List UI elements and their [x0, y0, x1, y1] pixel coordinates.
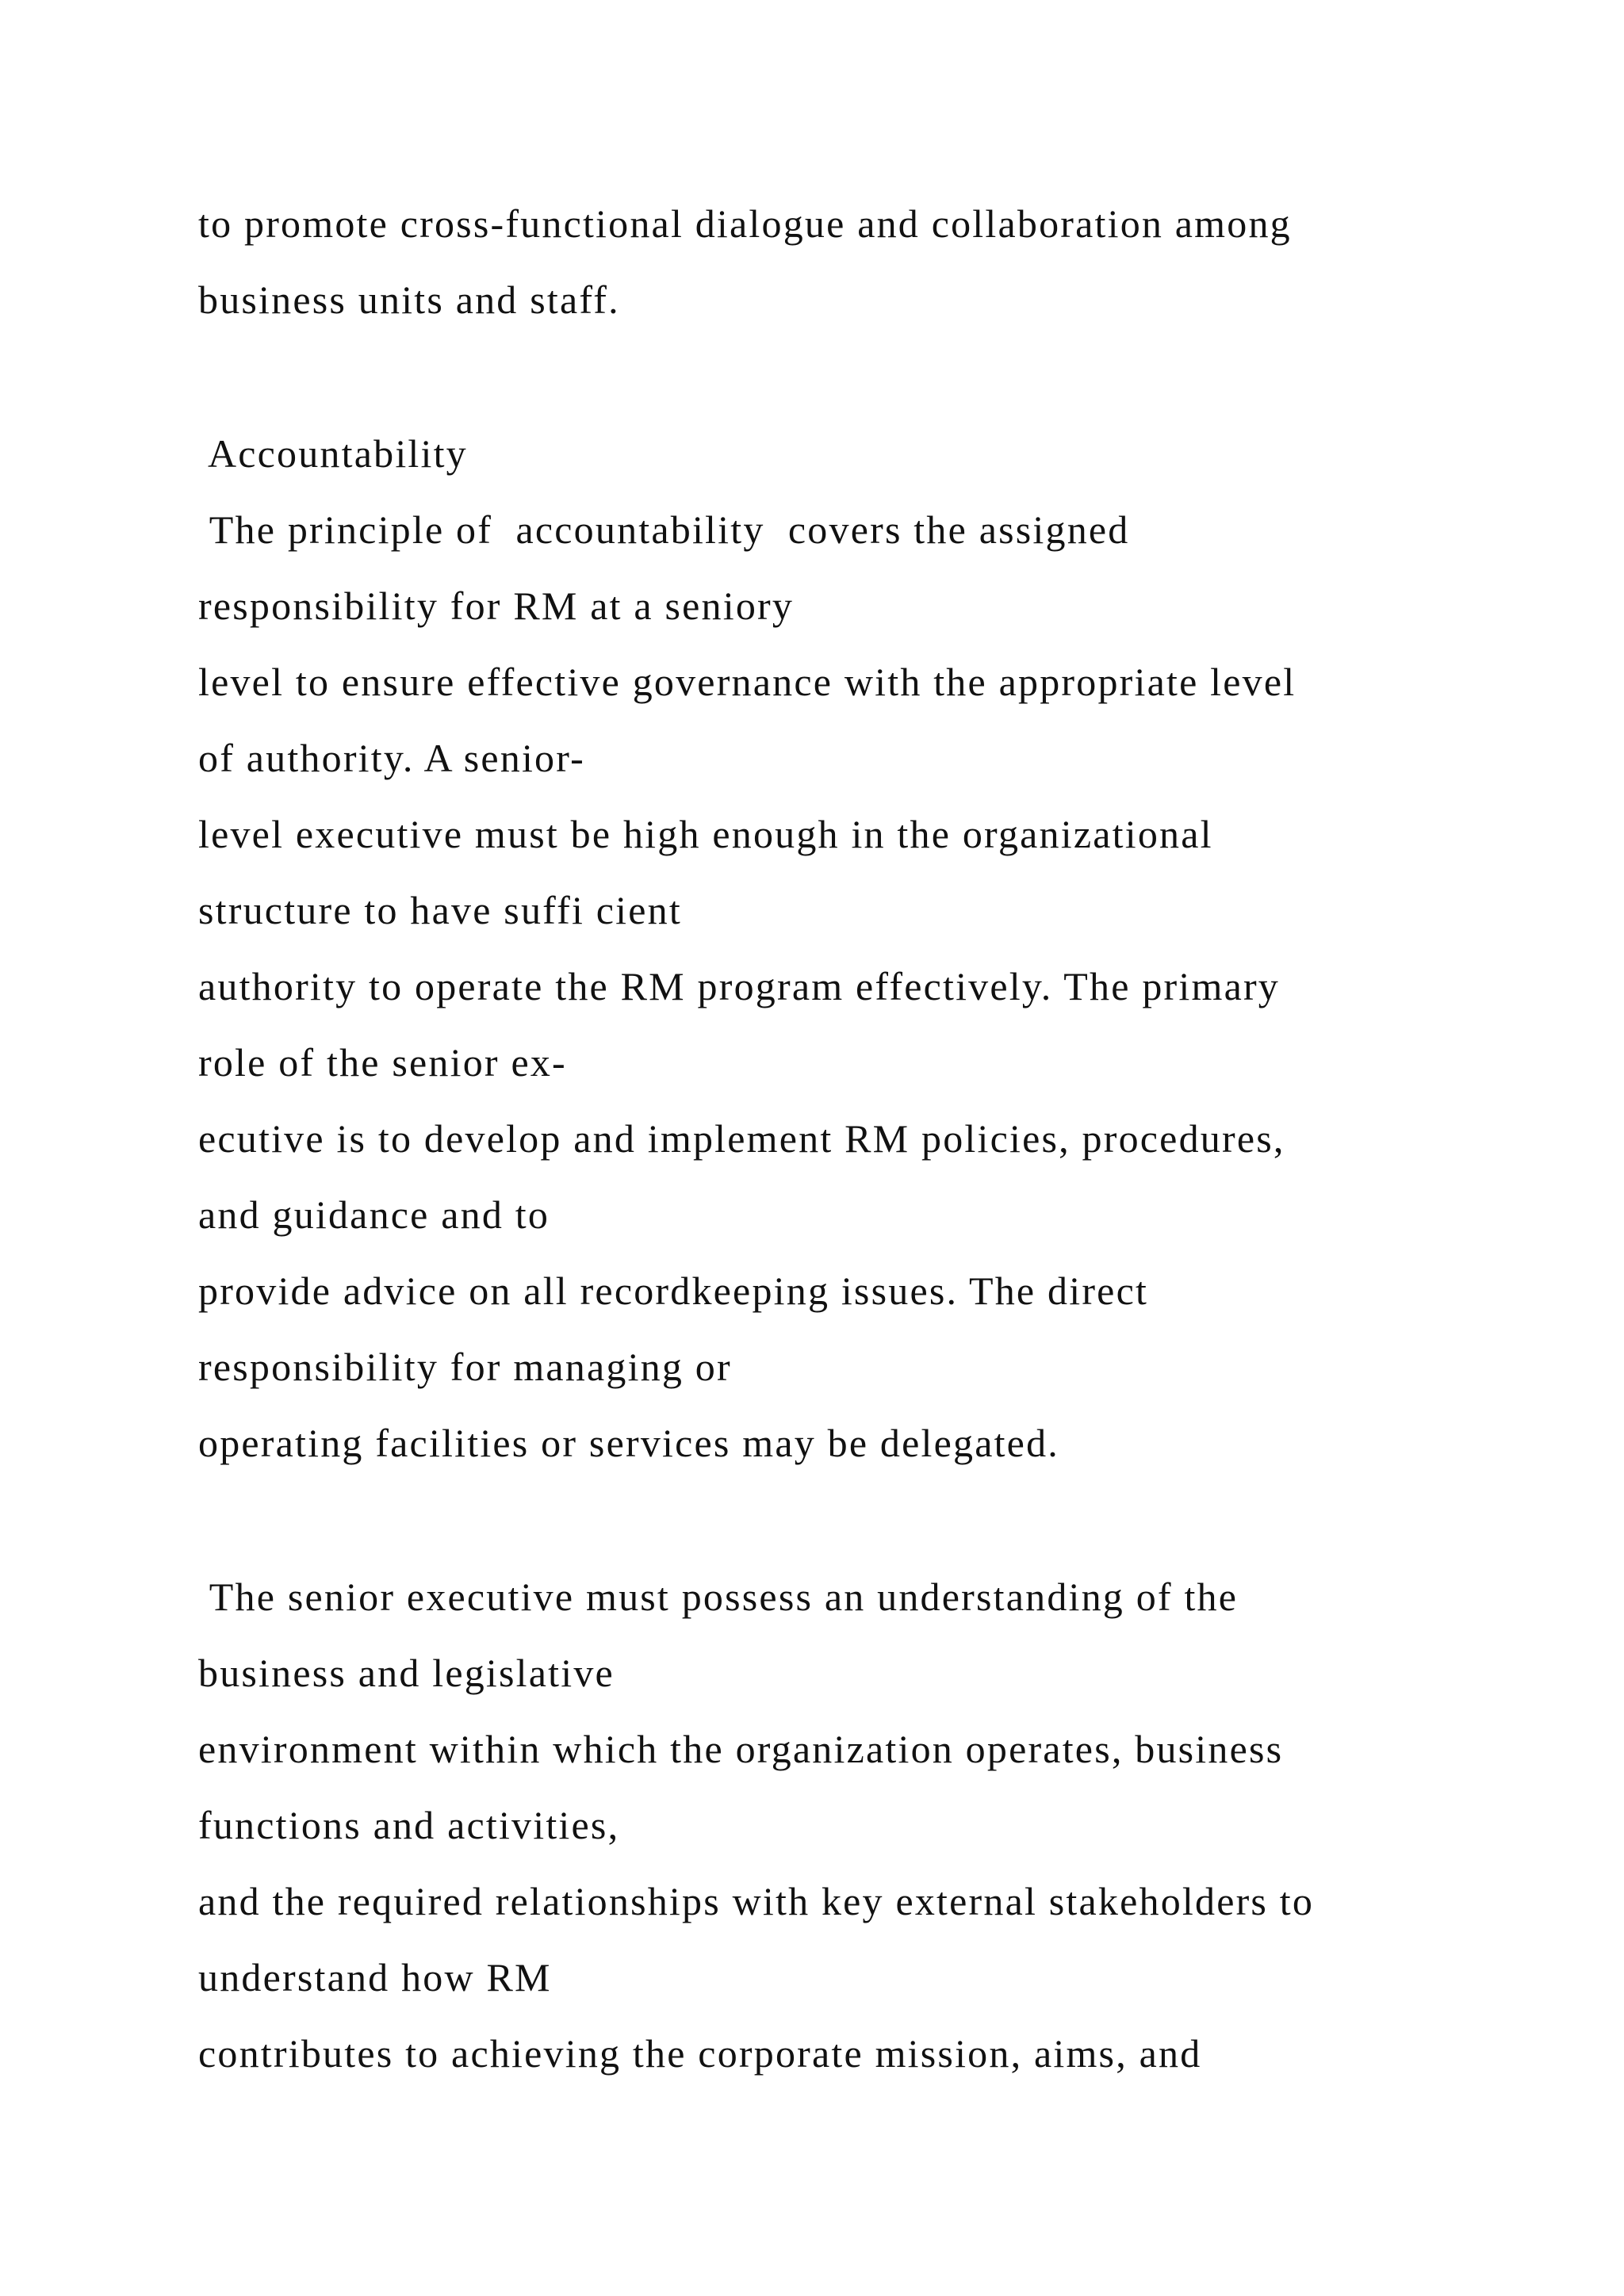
body-text-line: understand how RM: [198, 1955, 552, 1999]
body-text-line: structure to have suffi cient: [198, 888, 682, 932]
section-heading: Accountability: [198, 431, 468, 476]
body-text-line: contributes to achieving the corporate mission, aims, and: [198, 2031, 1202, 2076]
body-text-line: functions and activities,: [198, 1803, 620, 1847]
body-text-line: of authority. A senior-: [198, 736, 585, 780]
body-text-line: The senior executive must possess an understanding of the: [198, 1575, 1239, 1619]
body-text-line: environment within which the organization operates, business: [198, 1727, 1284, 1771]
body-text-line: role of the senior ex-: [198, 1040, 567, 1085]
body-text-line: authority to operate the RM program effectively. The primary: [198, 964, 1281, 1008]
body-text-line: The principle of accountability covers the assigned: [198, 507, 1130, 552]
body-text-line: and guidance and to: [198, 1192, 550, 1237]
body-text-line: ecutive is to develop and implement RM policies, procedures,: [198, 1116, 1285, 1161]
body-text-line: level to ensure effective governance with the appropriate level: [198, 660, 1297, 704]
body-text-line: level executive must be high enough in the organizational: [198, 812, 1213, 856]
body-text-line: responsibility for managing or: [198, 1345, 732, 1389]
body-text-line: to promote cross-functional dialogue and collaboration among: [198, 201, 1292, 246]
body-text-line: operating facilities or services may be delegated.: [198, 1421, 1059, 1465]
body-text-line: and the required relationships with key external stakeholders to: [198, 1879, 1315, 1923]
body-text-line: provide advice on all recordkeeping issues. The direct: [198, 1269, 1149, 1313]
body-text-line: business units and staff.: [198, 277, 620, 322]
body-text-line: business and legislative: [198, 1651, 615, 1695]
body-text-line: responsibility for RM at a seniory: [198, 584, 795, 628]
